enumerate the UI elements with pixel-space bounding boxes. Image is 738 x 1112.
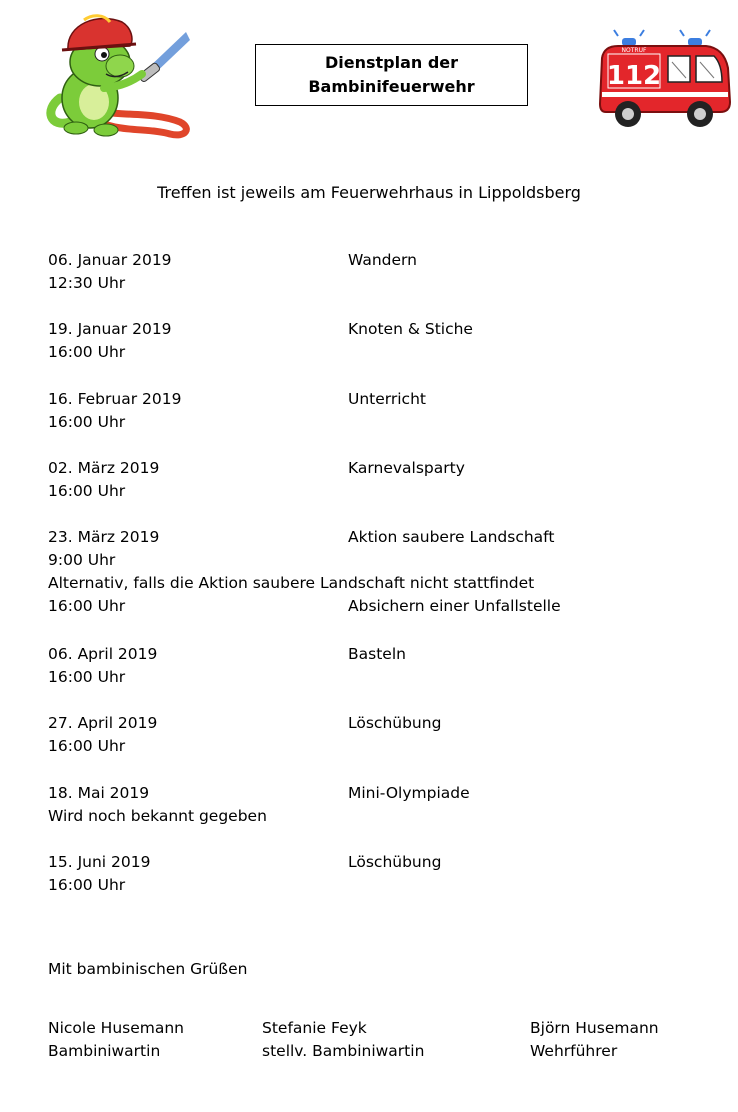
title-box bbox=[255, 44, 528, 106]
event-date: 02. März 2019 bbox=[48, 459, 160, 477]
title-line-1: Dienstplan der bbox=[324, 53, 459, 72]
signature-block bbox=[48, 1017, 184, 1063]
event-alternative-time: 16:00 Uhr bbox=[48, 597, 126, 615]
event-activity: Aktion saubere Landschaft bbox=[348, 528, 555, 546]
event-activity: Knoten & Stiche bbox=[348, 320, 473, 338]
event-date: 16. Februar 2019 bbox=[48, 390, 182, 408]
closing-greeting: Mit bambinischen Grüßen bbox=[48, 960, 248, 978]
event-date: 06. Januar 2019 bbox=[48, 251, 172, 269]
event-date: 15. Juni 2019 bbox=[48, 853, 151, 871]
event-time: 12:30 Uhr bbox=[48, 274, 126, 292]
truck-number: 112 bbox=[606, 61, 662, 91]
event-date: 18. Mai 2019 bbox=[48, 784, 150, 802]
event-activity: Mini-Olympiade bbox=[348, 784, 470, 802]
event-time: 16:00 Uhr bbox=[48, 343, 126, 361]
event-alternative-activity: Absichern einer Unfallstelle bbox=[348, 597, 561, 615]
signature-role: Bambiniwartin bbox=[48, 1042, 161, 1060]
event-activity: Basteln bbox=[348, 645, 406, 663]
signature-role: stellv. Bambiniwartin bbox=[262, 1042, 425, 1060]
event-time: 16:00 Uhr bbox=[48, 413, 126, 431]
truck-sign: NOTRUF bbox=[621, 47, 647, 54]
signature-block bbox=[262, 1017, 424, 1063]
event-alternative-note: Alternativ, falls die Aktion saubere Landschaft nicht stattfindet bbox=[48, 574, 535, 592]
event-activity: Löschübung bbox=[348, 714, 442, 732]
signature-name: Björn Husemann bbox=[530, 1019, 659, 1037]
event-activity: Unterricht bbox=[348, 390, 426, 408]
signature-name: Nicole Husemann bbox=[48, 1019, 185, 1037]
signature-block bbox=[530, 1017, 659, 1063]
event-date: 23. März 2019 bbox=[48, 528, 160, 546]
event-activity: Wandern bbox=[348, 251, 417, 269]
fire-truck-logo bbox=[596, 28, 732, 132]
event-time: 16:00 Uhr bbox=[48, 737, 126, 755]
dragon-firefighter-logo bbox=[40, 10, 192, 142]
event-date: 06. April 2019 bbox=[48, 645, 158, 663]
event-date: 27. April 2019 bbox=[48, 714, 158, 732]
event-time: 9:00 Uhr bbox=[48, 551, 116, 569]
event-activity: Löschübung bbox=[348, 853, 442, 871]
event-time: 16:00 Uhr bbox=[48, 668, 126, 686]
event-activity: Karnevalsparty bbox=[348, 459, 465, 477]
event-time: Wird noch bekannt gegeben bbox=[48, 807, 267, 825]
signature-name: Stefanie Feyk bbox=[262, 1019, 367, 1037]
event-date: 19. Januar 2019 bbox=[48, 320, 172, 338]
meeting-location-note: Treffen ist jeweils am Feuerwehrhaus in Lippoldsberg bbox=[157, 183, 581, 202]
event-time: 16:00 Uhr bbox=[48, 482, 126, 500]
event-time: 16:00 Uhr bbox=[48, 876, 126, 894]
signature-role: Wehrführer bbox=[530, 1042, 618, 1060]
title-line-2: Bambinifeuerwehr bbox=[308, 77, 475, 96]
